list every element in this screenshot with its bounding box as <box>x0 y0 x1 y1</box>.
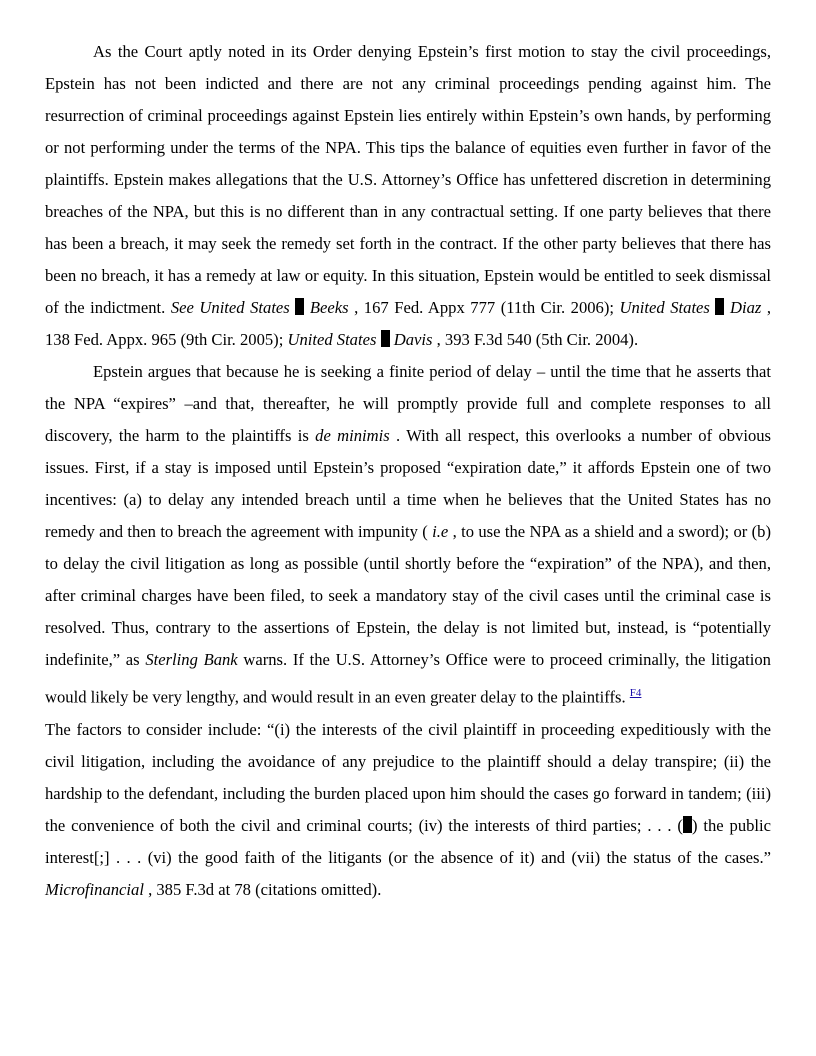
text-run: As the Court aptly noted in its Order denying Epstein’s first motion to stay the civil proceedings, Epstein has not been indicted and there are not any criminal proceedings pending against him. The resurrection of criminal proceedings against Epstein lies entirely within Epstein’s own hands, by performing or not performing under the terms of the NPA. This tips the balance of equities even further in favor of the plaintiffs. Epstein makes allegations that the U.S. Attorney’s Office has unfettered discretion in determining breaches of the NPA, but this is no different than in any contractual setting. If one party believes that there has been a breach, it may seek the remedy set forth in the contract. If the other party believes that there has been no breach, it has a remedy at law or equity. In this situation, Epstein would be entitled to seek dismissal of the indictment. <box>45 42 771 317</box>
text-run: , to use the NPA as a shield and a sword); or (b) to delay the civil litigation as long as possible (until shortly before the “expiration” of the NPA), and then, after criminal charges have been filed, to seek a mandatory stay of the civil cases until the criminal case is resolved. Thus, contrary to the assertions of Epstein, the delay is not limited but, instead, is “potentially indefinite,” as <box>45 522 771 669</box>
text-run: . With all respect, this overlooks a number of obvious issues. First, if a stay is imposed until Epstein’s proposed “expiration date,” it affords Epstein one of two incentives: (a) to delay any intended breach until a time when he believes that the United States has no remedy and then to breach the agreement with impunity ( <box>45 426 771 541</box>
text-run: , 385 F.3d at 78 (citations omitted). <box>143 879 382 899</box>
document-page <box>45 36 771 906</box>
citation-case-name: United States <box>619 298 710 317</box>
text-run: ) the public interest[;] . . . (vi) the good faith of the litigants (or the absence of it) and (vii) the status of the cases.” <box>45 815 771 867</box>
citation-case-name: See United States <box>170 298 290 317</box>
text-run: , 138 Fed. Appx. 965 (9th Cir. 2005); <box>45 298 772 349</box>
citation-case-name: Sterling Bank <box>145 650 238 669</box>
italic-term: i.e <box>432 522 449 541</box>
citation-case-name: United States <box>287 330 377 349</box>
text-run: warns. If the U.S. Attorney’s Office were to proceed criminally, the litigation would likely be very lengthy, and would result in an even greater delay to the plaintiffs. <box>45 650 771 707</box>
text-run: Epstein argues that because he is seeking a finite period of delay – until the time that he asserts that the NPA “expires” –and that, thereafter, he will promptly provide full and complete responses to all discovery, the harm to the plaintiffs is <box>45 362 771 445</box>
italic-term: de minimis <box>315 426 390 445</box>
text-run: The factors to consider include: “(i) the interests of the civil plaintiff in proceeding expeditiously with the civil litigation, including the avoidance of any prejudice to the plaintiff should a delay transpire; (ii) the hardship to the defendant, including the burden placed upon him should the cases go forward in tandem; (iii) the convenience of both the civil and criminal courts; (iv) the interests of third parties; . . . ( <box>45 719 771 835</box>
footnote-reference <box>630 684 642 699</box>
citation-case-name: Beeks <box>309 298 349 317</box>
redaction-block <box>381 330 390 347</box>
paragraph-finite-delay <box>45 356 771 714</box>
redaction-block <box>683 816 692 833</box>
citation-case-name: Microfinancial <box>45 879 144 899</box>
paragraph-npa-equities <box>45 36 771 356</box>
citation-case-name: Davis <box>393 330 433 349</box>
redaction-block <box>715 298 724 315</box>
text-run: , 167 Fed. Appx 777 (11th Cir. 2006); <box>348 298 620 317</box>
redaction-block <box>295 298 304 315</box>
footnote-link[interactable]: F4 <box>629 687 642 699</box>
text-run: , 393 F.3d 540 (5th Cir. 2004). <box>432 330 639 349</box>
citation-case-name: Diaz <box>729 298 762 317</box>
paragraph-factors <box>45 714 771 906</box>
